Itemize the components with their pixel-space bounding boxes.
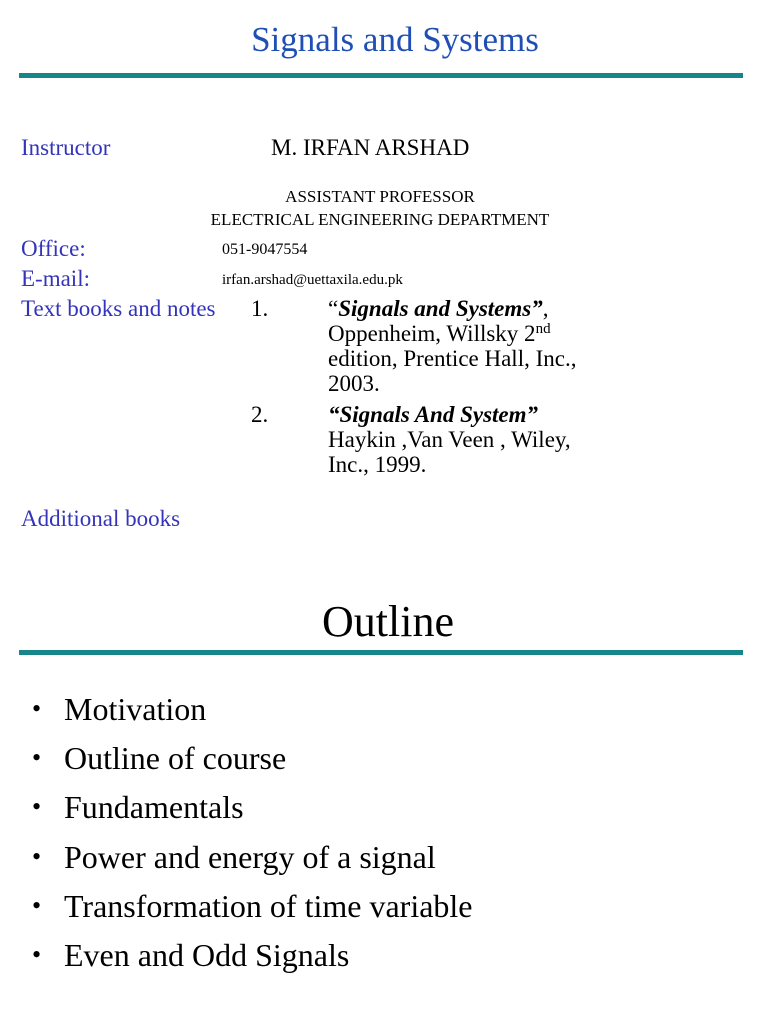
outline-item [32,935,473,984]
title-divider [19,73,743,78]
textbook-title: Signals and Systems” [338,296,543,321]
email-address[interactable]: irfan.arshad@uettaxila.edu.pk [222,272,403,288]
outline-item-text: Even and Odd Signals [64,936,350,973]
outline-item-text: Fundamentals [64,789,244,826]
bullet-icon: • [32,890,42,920]
ordinal-superscript: nd [535,321,551,337]
textbooks-label: Text books and notes [21,296,216,321]
open-quote: “ [328,296,339,321]
textbook-title-line [328,402,628,427]
textbook-authors: Oppenheim, Willsky 2 [328,321,536,346]
textbook-entry [328,402,628,477]
outline-item-text: Power and energy of a signal [64,838,436,875]
bullet-icon: • [32,939,42,969]
textbook-publisher-line: edition, Prentice Hall, Inc., [328,346,577,371]
outline-divider [19,650,743,655]
textbook-author-line [328,321,628,346]
textbook-number: 1. [251,296,269,321]
outline-item-text: Outline of course [64,740,287,777]
outline-heading: Outline [322,597,454,646]
page-title: Signals and Systems [251,20,539,59]
bullet-icon: • [32,743,42,773]
outline-list [32,689,473,984]
outline-item [32,886,473,935]
textbook-title: “Signals And System” [328,402,539,427]
outline-item [32,738,473,787]
bullet-icon: • [32,694,42,723]
bullet-icon: • [32,841,42,871]
bullet-icon: • [32,792,42,822]
additional-books-label: Additional books [21,506,181,531]
outline-item-text: Motivation [64,691,207,727]
textbook-number: 2. [251,402,269,427]
email-label: E-mail: [21,266,90,291]
textbook-author-line: Haykin ,Van Veen , Wiley, [328,427,571,452]
instructor-name: M. IRFAN ARSHAD [271,135,470,160]
office-phone: 051-9047554 [222,241,308,258]
instructor-label: Instructor [21,135,111,160]
outline-item [32,837,473,886]
title-suffix: , [542,296,549,321]
textbook-title-line [328,296,628,321]
instructor-department: ELECTRICAL ENGINEERING DEPARTMENT [210,210,550,229]
outline-item-text: Transformation of time variable [64,887,473,924]
instructor-position: ASSISTANT PROFESSOR [285,187,475,206]
outline-item [32,787,473,836]
textbook-year-line: 2003. [328,371,380,396]
outline-item [32,689,473,738]
office-label: Office: [21,236,86,261]
textbook-publisher-line: Inc., 1999. [328,452,427,477]
textbook-entry [328,296,628,396]
